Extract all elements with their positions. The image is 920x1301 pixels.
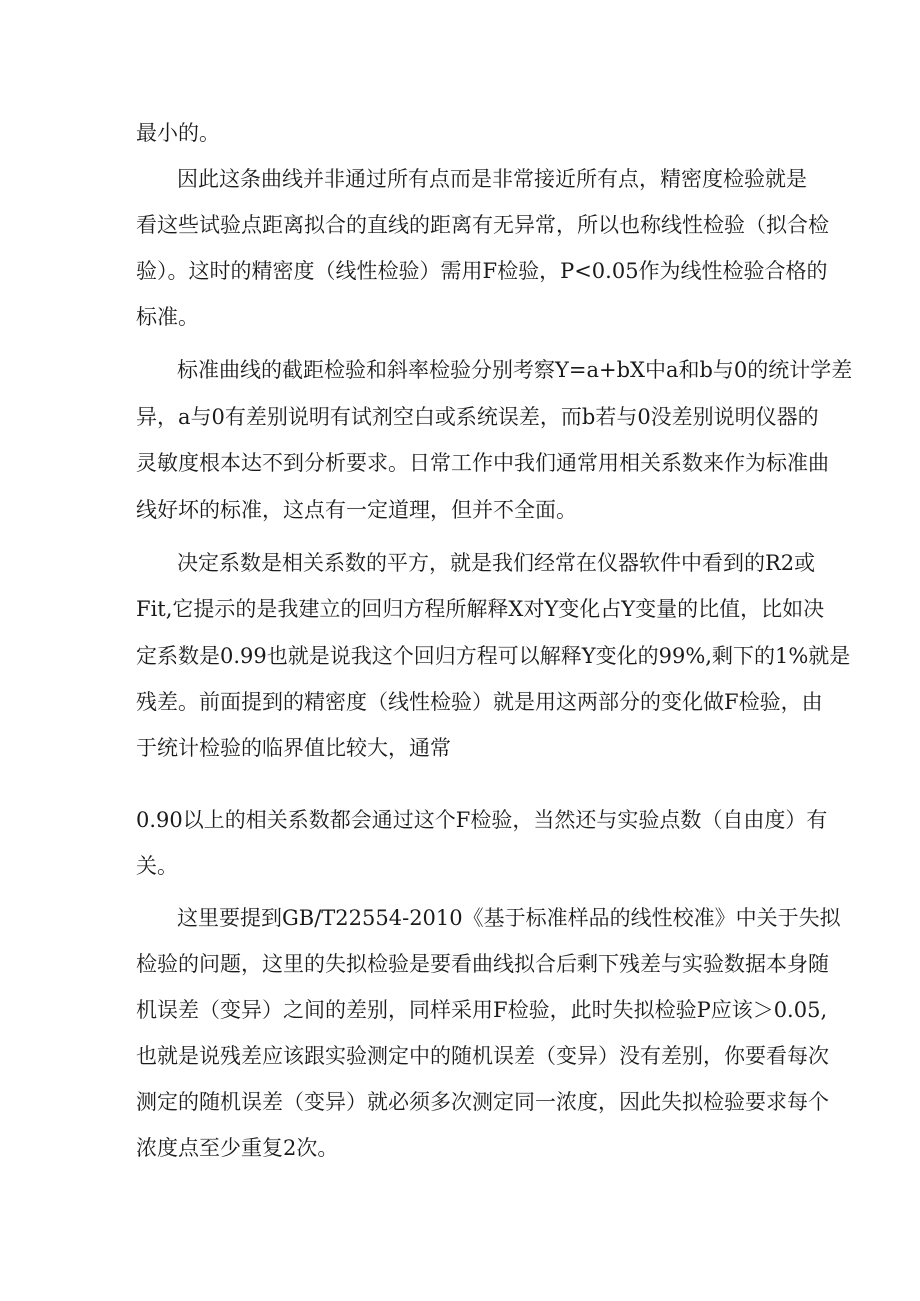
paragraph-line: 也就是说残差应该跟实验测定中的随机误差（变异）没有差别，你要看每次 [136,1044,829,1068]
paragraph-line: Fit,它提示的是我建立的回归方程所解释X对Y变化占Y变量的比值，比如决 [136,597,825,621]
paragraph-line: 异，a与0有差别说明有试剂空白或系统误差，而b若与0没差别说明仪器的 [136,405,819,429]
paragraph-line: 测定的随机误差（变异）就必须多次测定同一浓度，因此失拟检验要求每个 [136,1090,829,1114]
paragraph-line: 决定系数是相关系数的平方，就是我们经常在仪器软件中看到的R2或 [177,551,816,575]
paragraph-line: 标准。 [136,305,199,329]
paragraph-line: 看这些试验点距离拟合的直线的距离有无异常，所以也称线性检验（拟合检 [136,213,829,237]
paragraph-line: 于统计检验的临界值比较大，通常 [136,736,451,760]
paragraph-line: 定系数是0.99也就是说我这个回归方程可以解释Y变化的99%,剩下的1%就是 [136,644,851,668]
paragraph-line: 最小的。 [136,121,220,145]
paragraph-line: 验）。这时的精密度（线性检验）需用F检验，P<0.05作为线性检验合格的 [136,259,828,283]
paragraph-line: 标准曲线的截距检验和斜率检验分别考察Y=a+bX中a和b与0的统计学差 [177,358,853,382]
paragraph-line: 检验的问题，这里的失拟检验是要看曲线拟合后剩下残差与实验数据本身随 [136,952,829,976]
paragraph-line: 线好坏的标准，这点有一定道理，但并不全面。 [136,498,577,522]
paragraph-line: 浓度点至少重复2次。 [136,1136,339,1160]
paragraph-line: 关。 [136,854,178,878]
paragraph-line: 机误差（变异）之间的差别，同样采用F检验，此时失拟检验P应该＞0.05, [136,998,828,1022]
paragraph-line: 灵敏度根本达不到分析要求。日常工作中我们通常用相关系数来作为标准曲 [136,451,829,475]
paragraph-line: 0.90以上的相关系数都会通过这个F检验，当然还与实验点数（自由度）有 [136,808,828,832]
paragraph-line: 因此这条曲线并非通过所有点而是非常接近所有点，精密度检验就是 [177,167,807,191]
paragraph-line: 这里要提到GB/T22554-2010《基于标准样品的线性校准》中关于失拟 [177,906,841,930]
paragraph-line: 残差。前面提到的精密度（线性检验）就是用这两部分的变化做F检验，由 [136,690,823,714]
